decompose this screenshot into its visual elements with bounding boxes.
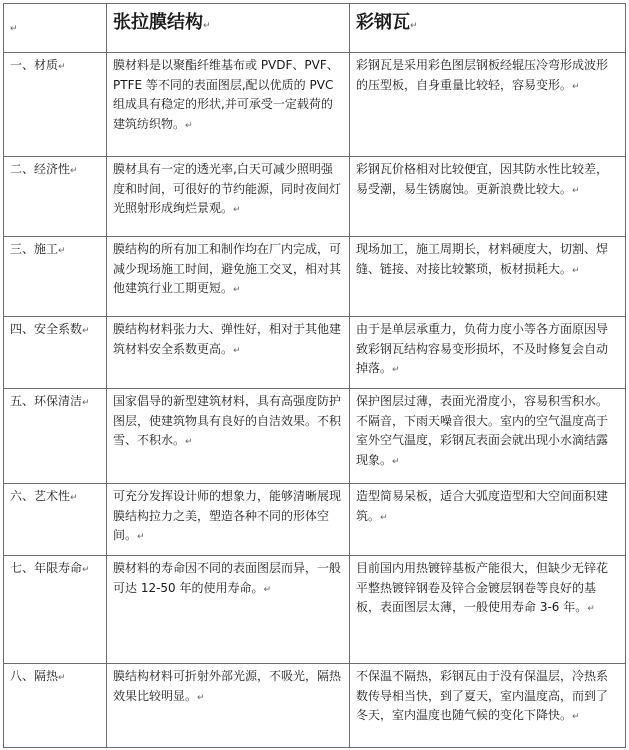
row-label: 六、艺术性↵ [4,484,107,556]
table-row [4,53,626,157]
row-label: 一、材质↵ [4,53,107,157]
membrane-cell: 膜结构材料张力大、弹性好，相对于其他建筑材料安全系数更高。↵ [107,317,350,389]
membrane-cell: 国家倡导的新型建筑材料，具有高强度防护图层，使建筑物具有良好的自洁效果。不积雪、不积水。↵ [107,389,350,484]
steel-tile-cell: 由于是单层承重力，负荷力度小等各方面原因导致彩钢瓦结构容易变形损坏，不及时修复会自动掉落。↵ [350,317,626,389]
table-row [4,157,626,237]
header-steel-tile: 彩钢瓦↵ [350,4,626,53]
membrane-cell: 膜材具有一定的透光率,白天可减少照明强度和时间，可很好的节约能源，同时夜间灯光照射形成绚烂景观。↵ [107,157,350,237]
table-row [4,317,626,389]
table-row [4,484,626,556]
membrane-cell: 膜材料的寿命因不同的表面图层而异，一般可达 12-50 年的使用寿命。↵ [107,556,350,664]
row-label: 七、年限寿命↵ [4,556,107,664]
membrane-cell: 膜材料是以聚酯纤维基布或 PVDF、PVF、PTFE 等不同的表面图层,配以优质的 PVC 组成具有稳定的形状,并可承受一定载荷的建筑纺织物。↵ [107,53,350,157]
table-header-row [4,4,626,53]
table-row [4,389,626,484]
row-label: 二、经济性↵ [4,157,107,237]
steel-tile-cell: 彩钢瓦价格相对比较便宜，因其防水性比较差，易受潮，易生锈腐蚀。更新浪费比较大。↵ [350,157,626,237]
row-label: 三、施工↵ [4,237,107,317]
header-membrane: 张拉膜结构↵ [107,4,350,53]
comparison-table [3,3,626,748]
membrane-cell: 膜结构的所有加工和制作均在厂内完成，可减少现场施工时间，避免施工交叉，相对其他建筑行业工期更短。↵ [107,237,350,317]
membrane-cell: 可充分发挥设计师的想象力，能够清晰展现膜结构拉力之美，塑造各种不同的形体空间。↵ [107,484,350,556]
row-label: 四、安全系数↵ [4,317,107,389]
table-row [4,664,626,748]
membrane-cell: 膜结构材料可折射外部光源，不吸光，隔热效果比较明显。↵ [107,664,350,748]
row-label: 五、环保清洁↵ [4,389,107,484]
row-label: 八、隔热↵ [4,664,107,748]
steel-tile-cell: 不保温不隔热，彩钢瓦由于没有保温层，冷热系数传导相当快，到了夏天，室内温度高，而到了冬天，室内温度也随气候的变化下降快。↵ [350,664,626,748]
steel-tile-cell: 现场加工，施工周期长，材料硬度大，切割、焊缝、链接、对接比较繁琐，板材损耗大。↵ [350,237,626,317]
steel-tile-cell: 造型简易呆板，适合大弧度造型和大空间面积建筑。↵ [350,484,626,556]
header-blank-cell: ↵ [4,4,107,53]
table-row [4,556,626,664]
steel-tile-cell: 彩钢瓦是采用彩色图层钢板经辊压冷弯形成波形的压型板，自身重量比较轻，容易变形。↵ [350,53,626,157]
table-row [4,237,626,317]
steel-tile-cell: 保护图层过薄，表面光滑度小，容易积雪积水。不隔音，下雨天噪音很大。室内的空气温度高于室外空气温度，彩钢瓦表面会就出现小水滴结露现象。↵ [350,389,626,484]
steel-tile-cell: 目前国内用热镀锌基板产能很大，但缺少无锌花平整热镀锌钢卷及锌合金镀层钢卷等良好的基板，表面图层太薄，一般使用寿命 3-6 年。↵ [350,556,626,664]
